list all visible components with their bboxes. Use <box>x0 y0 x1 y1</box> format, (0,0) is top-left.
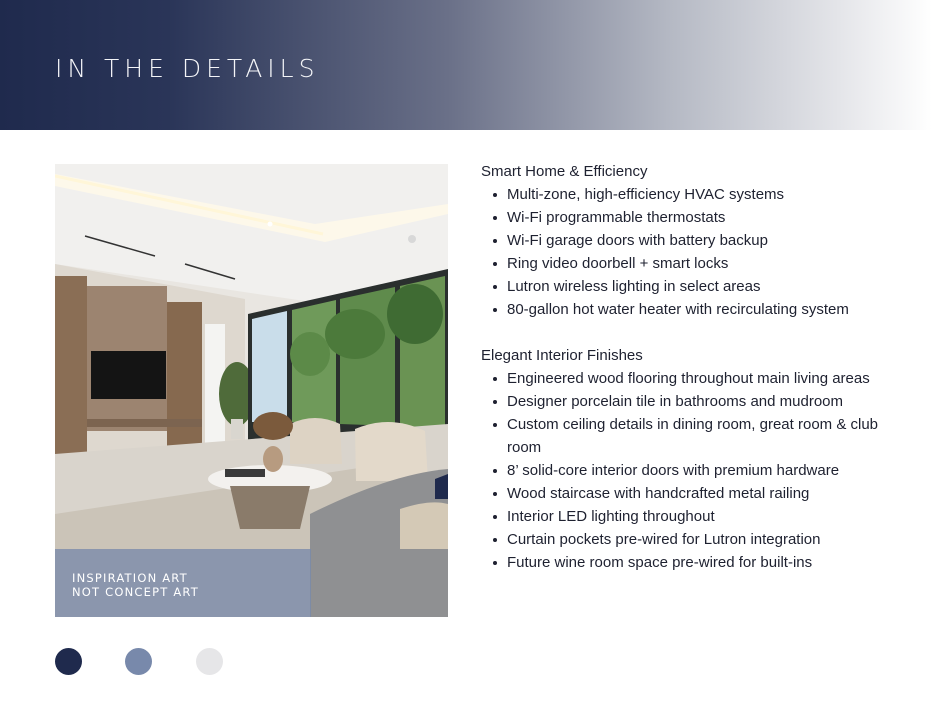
interior-photo <box>55 164 448 617</box>
page-title: IN THE DETAILS <box>55 54 320 83</box>
list-item: Multi-zone, high-efficiency HVAC systems <box>507 183 901 206</box>
color-swatch-slate-blue <box>125 648 152 675</box>
list-item: Interior LED lighting throughout <box>507 505 901 528</box>
list-item: 80-gallon hot water heater with recirculating system <box>507 298 901 321</box>
list-item: Curtain pockets pre-wired for Lutron integration <box>507 528 901 551</box>
section-title-smart-home: Smart Home & Efficiency <box>481 163 648 180</box>
list-item: 8’ solid-core interior doors with premium hardware <box>507 459 901 482</box>
interior-finishes-list <box>481 367 901 574</box>
caption-line-1: INSPIRATION ART <box>72 571 188 585</box>
list-item: Future wine room space pre-wired for built-ins <box>507 551 901 574</box>
section-title-interior-finishes: Elegant Interior Finishes <box>481 347 643 364</box>
list-item: Ring video doorbell + smart locks <box>507 252 901 275</box>
image-caption <box>55 549 311 617</box>
list-item: Wi-Fi programmable thermostats <box>507 206 901 229</box>
color-swatch-light-gray <box>196 648 223 675</box>
list-item: Engineered wood flooring throughout main living areas <box>507 367 901 390</box>
features-content <box>481 160 901 597</box>
list-item: Custom ceiling details in dining room, great room & club room <box>507 413 901 459</box>
color-swatch-navy <box>55 648 82 675</box>
list-item: Wood staircase with handcrafted metal railing <box>507 482 901 505</box>
list-item: Designer porcelain tile in bathrooms and mudroom <box>507 390 901 413</box>
header-banner <box>0 0 932 130</box>
caption-line-2: NOT CONCEPT ART <box>72 585 199 599</box>
list-item: Wi-Fi garage doors with battery backup <box>507 229 901 252</box>
list-item: Lutron wireless lighting in select areas <box>507 275 901 298</box>
smart-home-list <box>481 183 901 321</box>
